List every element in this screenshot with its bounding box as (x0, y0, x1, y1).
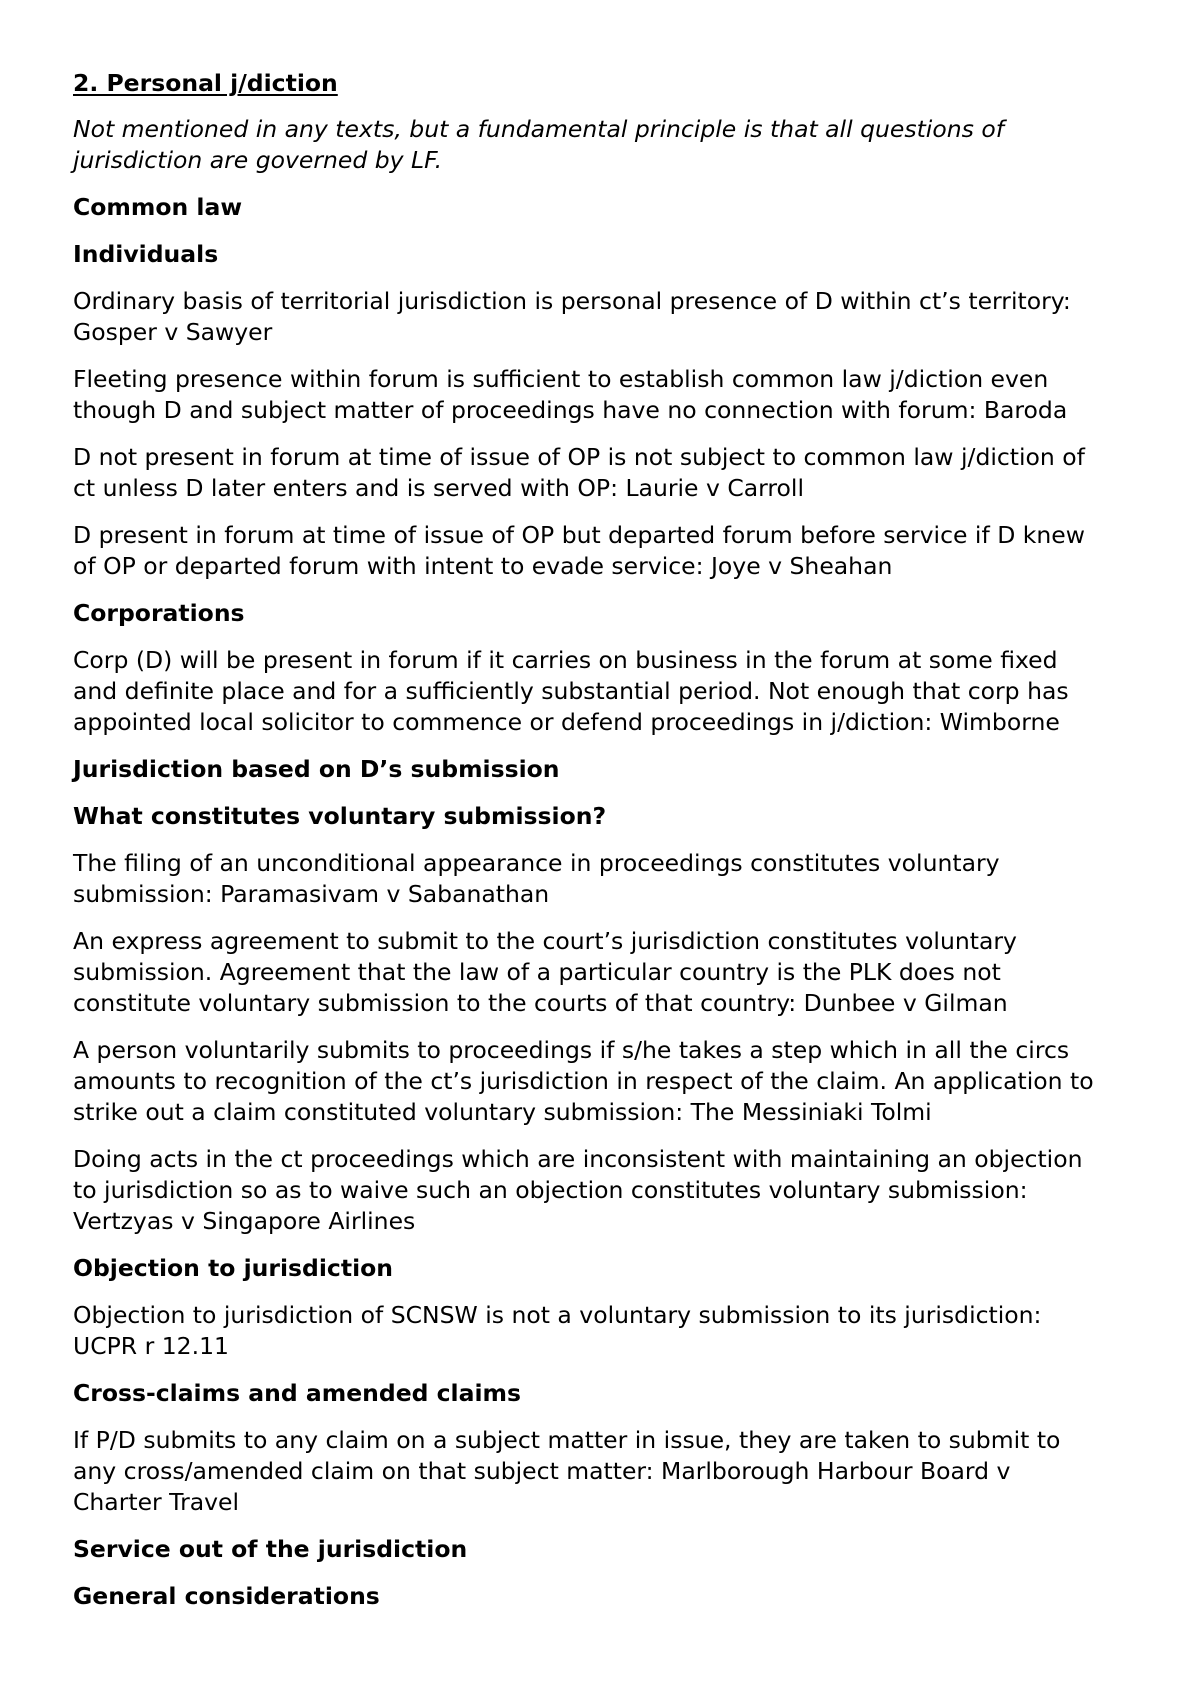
section-title: 2. Personal j/diction (73, 69, 338, 97)
paragraph-messiniaki: A person voluntarily submits to proceedings if s/he takes a step which in all the circs amounts to recognition of the ct’s jurisdiction in respect of the claim. An application to strike out a claim constituted voluntary submission: The Messiniaki Tolmi (73, 1036, 1094, 1126)
paragraph-laurie: D not present in forum at time of issue of OP is not subject to common law j/diction of ct unless D later enters and is served with OP: Laurie v Carroll (73, 443, 1085, 502)
paragraph-marlborough: If P/D submits to any claim on a subject matter in issue, they are taken to submit to any cross/amended claim on that subject matter: Marlborough Harbour Board v Charter Travel (73, 1426, 1061, 1516)
heading-cross-claims: Cross-claims and amended claims (73, 1379, 522, 1407)
document-page (73, 68, 1143, 1628)
paragraph-ucpr: Objection to jurisdiction of SCNSW is not a voluntary submission to its jurisdiction: UCPR r 12.11 (73, 1301, 1042, 1360)
heading-submission: Jurisdiction based on D’s submission (73, 755, 560, 783)
paragraph-wimborne: Corp (D) will be present in forum if it carries on business in the forum at some fixed and definite place and for a sufficiently substantial period. Not enough that corp has appointed local solicitor to commence or defend proceedings in j/diction: Wimborne (73, 646, 1069, 736)
heading-individuals: Individuals (73, 240, 219, 268)
paragraph-vertzyas: Doing acts in the ct proceedings which are inconsistent with maintaining an objection to jurisdiction so as to waive such an objection constitutes voluntary submission: Vertzyas v Singapore Airlines (73, 1145, 1083, 1235)
paragraph-dunbee: An express agreement to submit to the court’s jurisdiction constitutes voluntary submission. Agreement that the law of a particular country is the PLK does not constitute voluntary submission to the courts of that country: Dunbee v Gilman (73, 927, 1017, 1017)
paragraph-joye: D present in forum at time of issue of OP but departed forum before service if D knew of OP or departed forum with intent to evade service: Joye v Sheahan (73, 521, 1085, 580)
paragraph-baroda: Fleeting presence within forum is sufficient to establish common law j/diction even though D and subject matter of proceedings have no connection with forum: Baroda (73, 365, 1068, 424)
heading-voluntary-submission: What constitutes voluntary submission? (73, 802, 607, 830)
paragraph-gosper: Ordinary basis of territorial jurisdiction is personal presence of D within ct’s territory: Gosper v Sawyer (73, 287, 1071, 346)
heading-general-considerations: General considerations (73, 1582, 380, 1610)
heading-common-law: Common law (73, 193, 243, 221)
paragraph-paramasivam: The filing of an unconditional appearance in proceedings constitutes voluntary submission: Paramasivam v Sabanathan (73, 849, 1000, 908)
heading-corporations: Corporations (73, 599, 245, 627)
heading-objection: Objection to jurisdiction (73, 1254, 394, 1282)
heading-service-out: Service out of the jurisdiction (73, 1535, 468, 1563)
intro-paragraph: Not mentioned in any texts, but a fundamental principle is that all questions of jurisdiction are governed by LF. (73, 115, 1004, 174)
